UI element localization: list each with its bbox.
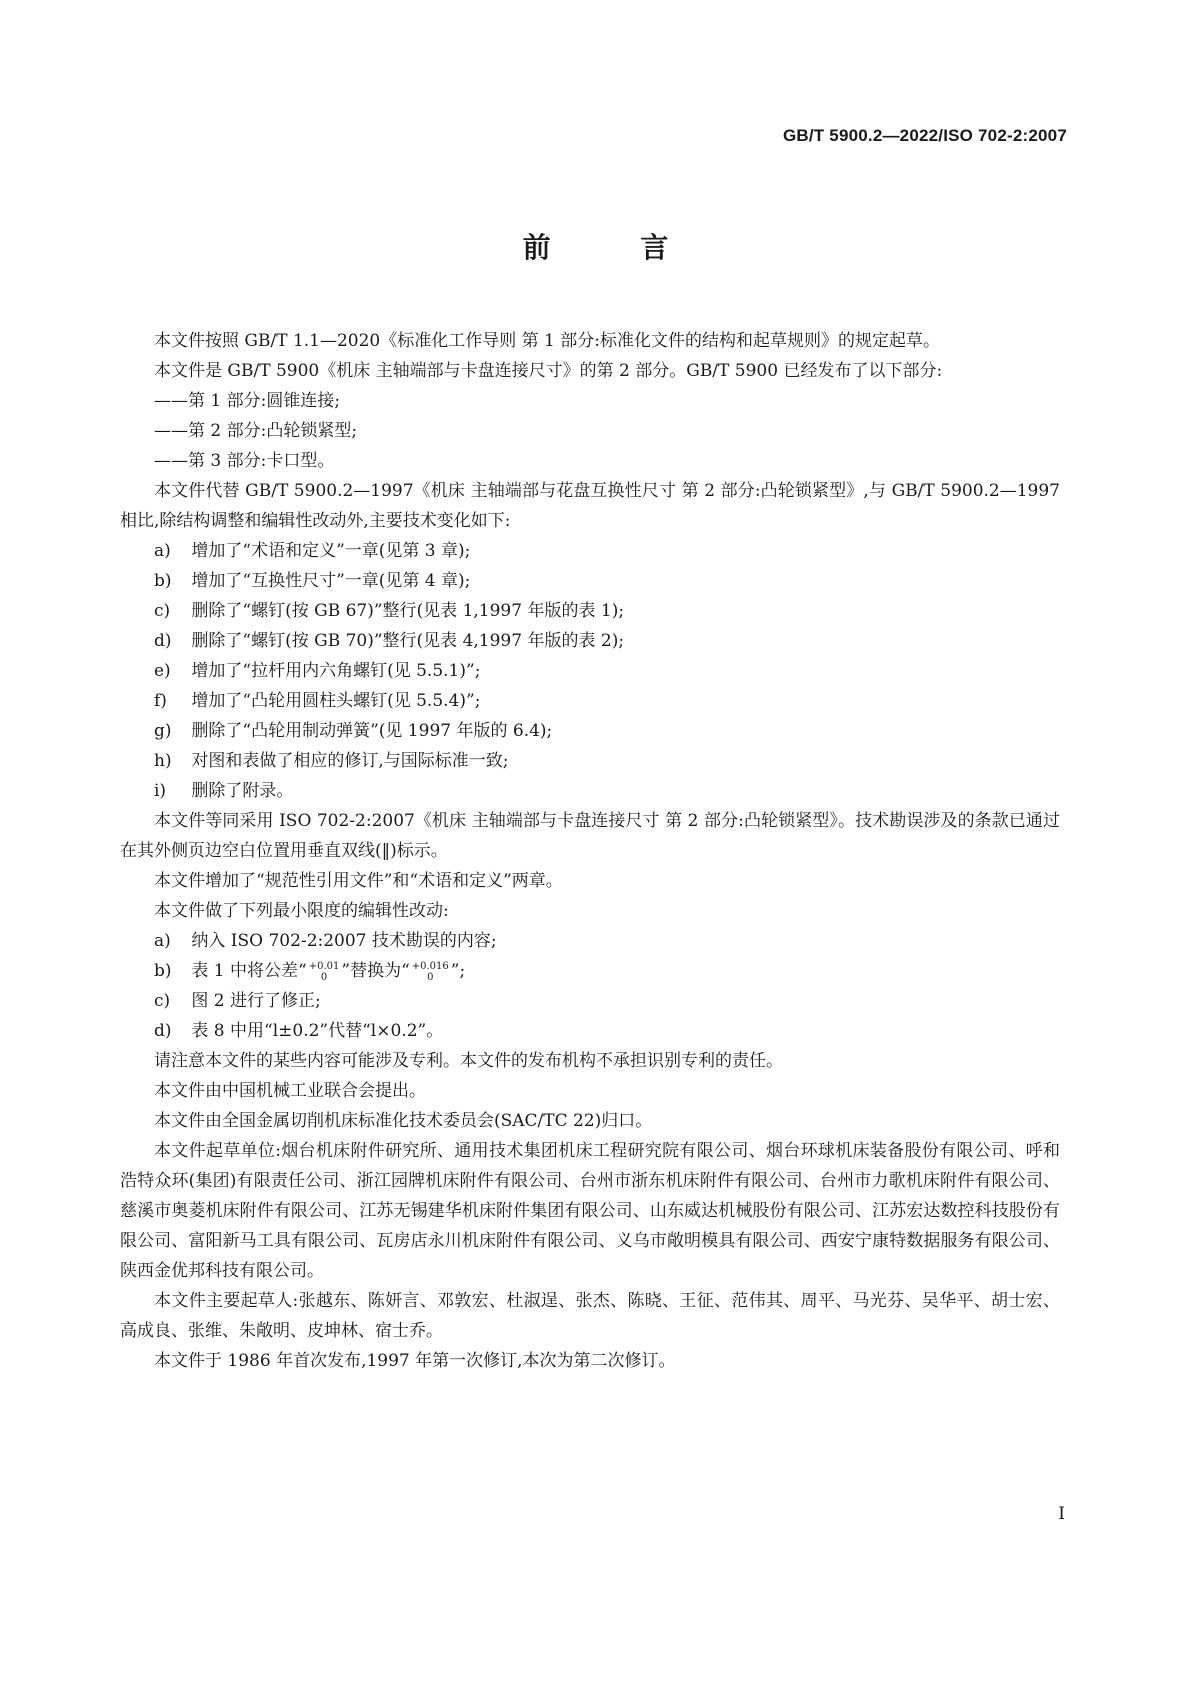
list-item-text: 删除了“凸轮用制动弹簧”(见 1997 年版的 6.4); [191,721,553,741]
paragraph-drafting-rules: 本文件按照 GB/T 1.1—2020《标准化工作导则 第 1 部分:标准化文件的结构和起草规则》的规定起草。 [154,331,940,351]
list-item-part-1: ——第 1 部分:圆锥连接; [154,391,341,411]
list-item-part-2: ——第 2 部分:凸轮锁紧型; [154,421,358,441]
list-item-label: f) [154,691,167,711]
list-item-change [120,716,1060,746]
list-item-text: 删除了“螺钉(按 GB 67)”整行(见表 1,1997 年版的表 1); [191,601,625,621]
list-item-text: 表 8 中用“l±0.2”代替“l×0.2”。 [191,1021,444,1041]
list-item-label: e) [154,661,171,681]
list-item-label: a) [154,541,171,561]
list-item-text: 增加了“凸轮用圆柱头螺钉(见 5.5.4)”; [191,691,481,711]
list-item-label: i) [154,781,167,801]
paragraph-drafting-units: 本文件起草单位:烟台机床附件研究所、通用技术集团机床工程研究院有限公司、烟台环球机床装备股份有限公司、呼和浩特众环(集团)有限责任公司、浙江园牌机床附件有限公司、台州市浙东机床附件有限公司、台州市力歌机床附件有限公司、慈溪市奥菱机床附件有限公司、江苏无锡建华机床附件集团有限公司、山东威达机械股份有限公司、江苏宏达数控科技股份有限公司、富阳新马工具有限公司、瓦房店永川机床附件有限公司、义乌市敞明模具有限公司、西安宁康特数据服务有限公司、陕西金优邦科技有限公司。 [120,1141,1060,1281]
list-item-text: 删除了“螺钉(按 GB 70)”整行(见表 4,1997 年版的表 2); [191,631,625,651]
page-number: I [1058,1504,1065,1524]
paragraph-patent-notice: 请注意本文件的某些内容可能涉及专利。本文件的发布机构不承担识别专利的责任。 [154,1051,783,1071]
paragraph-proposer: 本文件由中国机械工业联合会提出。 [154,1081,426,1101]
list-item-label: b) [154,961,172,981]
editorial-changes-list [120,926,1060,1046]
list-item-change [120,776,1060,806]
list-item-label: h) [154,751,172,771]
list-item-edit [120,956,1060,986]
list-item-label: g) [154,721,172,741]
list-item-edit [120,926,1060,956]
tolerance-new [412,961,449,983]
list-item-edit [120,986,1060,1016]
paragraph-drafters: 本文件主要起草人:张越东、陈妍言、邓敦宏、杜淑逞、张杰、陈晓、王征、范伟其、周平、马光芬、吴华平、胡士宏、高成良、张维、朱敞明、皮坤林、宿士乔。 [120,1291,1060,1341]
tolerance-old [309,961,340,983]
paragraph-committee: 本文件由全国金属切削机床标准化技术委员会(SAC/TC 22)归口。 [154,1111,653,1131]
tolerance-lower: 0 [320,971,328,983]
list-item-part-3: ——第 3 部分:卡口型。 [154,451,335,471]
paragraph-adoption: 本文件等同采用 ISO 702-2:2007《机床 主轴端部与卡盘连接尺寸 第 2 部分:凸轮锁紧型》。技术勘误涉及的条款已通过在其外侧页边空白位置用垂直双线(‖)标示。 [120,811,1060,861]
list-item-text: 增加了“互换性尺寸”一章(见第 4 章); [191,571,471,591]
list-item-text: 删除了附录。 [191,781,294,801]
tolerance-upper: +0.016 [411,960,449,972]
foreword-body [120,326,1060,1376]
list-item-text: ”; [450,961,466,981]
list-item-label: c) [154,601,171,621]
list-item-label: c) [154,991,171,1011]
paragraph-added-chapters: 本文件增加了“规范性引用文件”和“术语和定义”两章。 [154,871,563,891]
technical-changes-list [120,536,1060,806]
list-item-edit [120,1016,1060,1046]
paragraph-history: 本文件于 1986 年首次发布,1997 年第一次修订,本次为第二次修订。 [154,1351,676,1371]
paragraph-replacement: 本文件代替 GB/T 5900.2—1997《机床 主轴端部与花盘互换性尺寸 第 2 部分:凸轮锁紧型》,与 GB/T 5900.2—1997 相比,除结构调整和编辑性改动外,主要技术变化如下: [120,481,1060,531]
paragraph-parts-intro: 本文件是 GB/T 5900《机床 主轴端部与卡盘连接尺寸》的第 2 部分。GB/T 5900 已经发布了以下部分: [154,361,943,381]
page-title: 前 言 [522,231,709,264]
list-item-change [120,536,1060,566]
list-item-change [120,656,1060,686]
list-item-change [120,626,1060,656]
list-item-text: 增加了“拉杆用内六角螺钉(见 5.5.1)”; [191,661,481,681]
list-item-text: 图 2 进行了修正; [191,991,321,1011]
list-item-text: 增加了“术语和定义”一章(见第 3 章); [191,541,471,561]
list-item-text: 对图和表做了相应的修订,与国际标准一致; [191,751,509,771]
list-item-text: 表 1 中将公差“ [191,961,307,981]
list-item-text: ”替换为“ [341,961,410,981]
tolerance-lower: 0 [427,971,434,983]
standard-code: GB/T 5900.2—2022/ISO 702-2:2007 [782,126,1067,145]
paragraph-editorial-intro: 本文件做了下列最小限度的编辑性改动: [154,901,449,921]
list-item-change [120,746,1060,776]
tolerance-upper: +0.01 [308,960,340,972]
list-item-label: d) [154,631,172,651]
list-item-change [120,596,1060,626]
list-item-label: d) [154,1021,172,1041]
list-item-label: b) [154,571,172,591]
list-item-change [120,566,1060,596]
list-item-text: 纳入 ISO 702-2:2007 技术勘误的内容; [191,931,497,951]
list-item-label: a) [154,931,171,951]
list-item-change [120,686,1060,716]
